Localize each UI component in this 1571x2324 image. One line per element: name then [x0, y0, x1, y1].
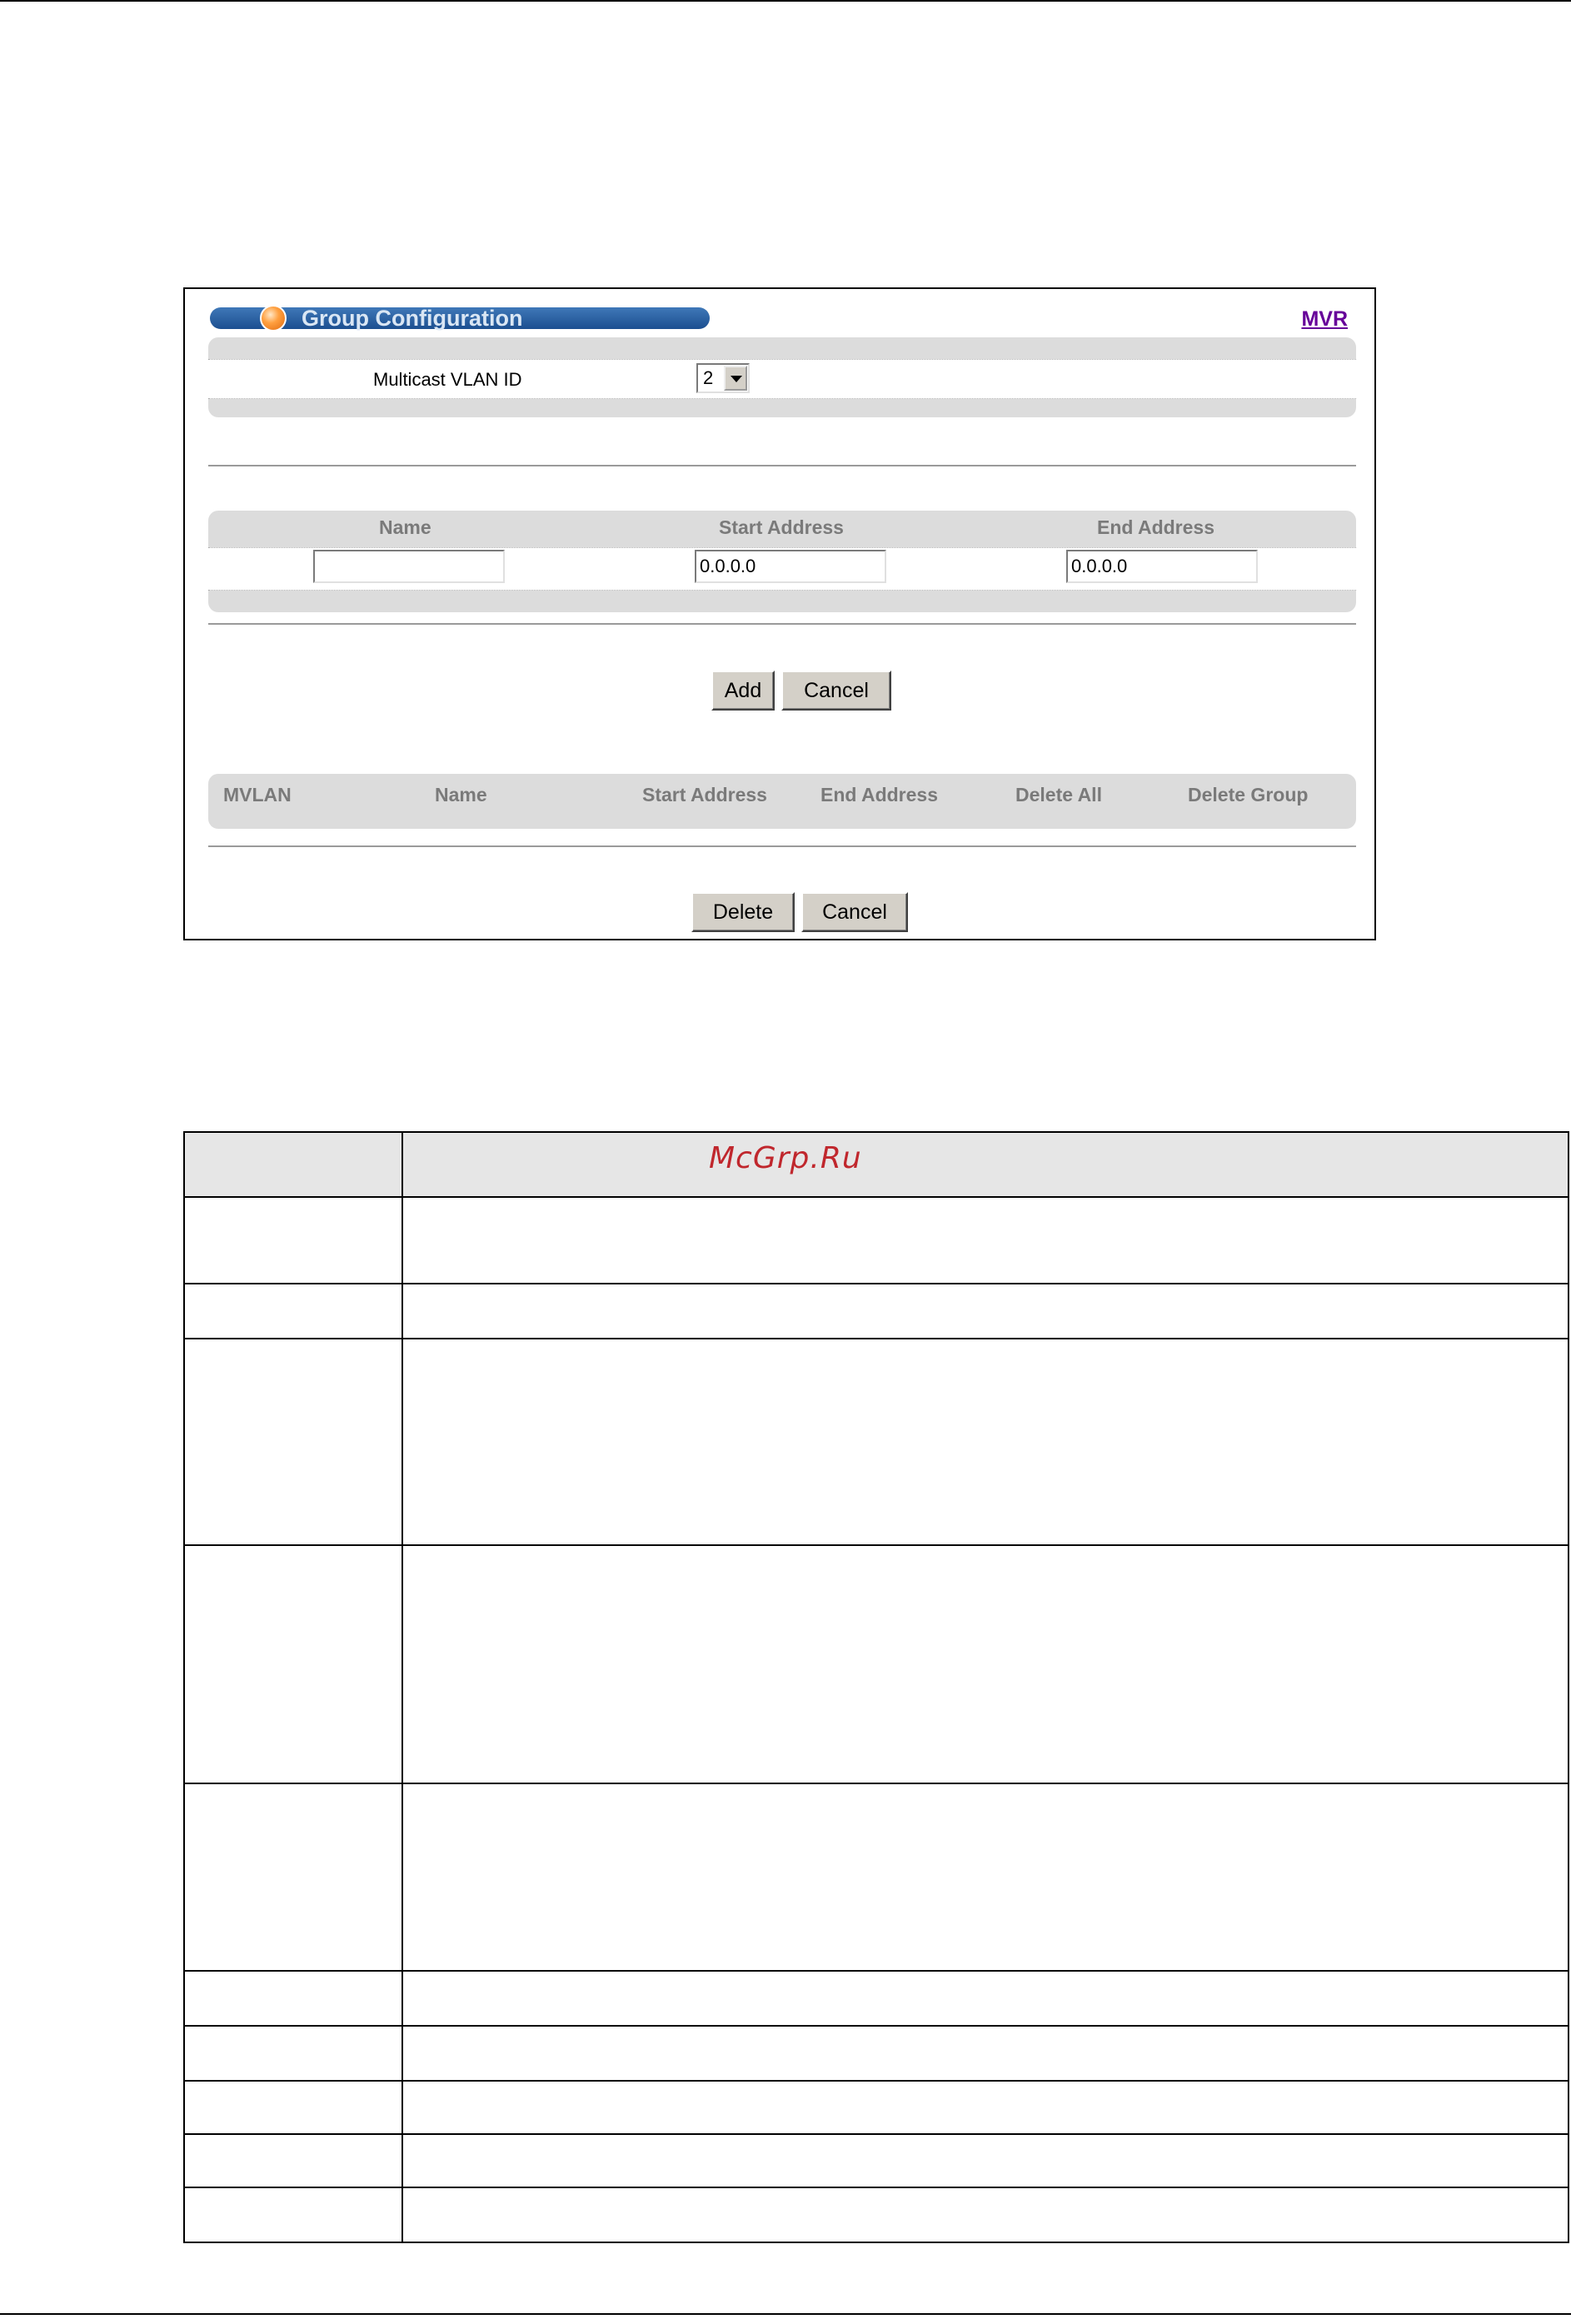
add-button[interactable]: Add — [711, 671, 775, 711]
table-cell — [402, 2134, 1569, 2187]
end-address-header: End Address — [1097, 516, 1215, 538]
chevron-down-icon[interactable] — [724, 366, 747, 391]
end-address-column-header: End Address — [820, 784, 939, 805]
page-title: Group Configuration — [302, 306, 523, 331]
start-address-column-header: Start Address — [642, 784, 767, 805]
table-row — [184, 1783, 1569, 1971]
table-cell — [402, 2187, 1569, 2242]
table-row — [184, 2134, 1569, 2187]
mvr-link[interactable]: MVR — [1301, 307, 1348, 331]
cancel-delete-button[interactable]: Cancel — [801, 892, 908, 932]
table-cell — [184, 1284, 402, 1339]
description-table — [183, 1131, 1569, 2243]
table-cell — [184, 2134, 402, 2187]
page-bottom-rule — [0, 2313, 1571, 2315]
table-row — [184, 2081, 1569, 2134]
table-cell — [402, 1284, 1569, 1339]
divider — [208, 623, 1356, 625]
table-cell — [402, 1971, 1569, 2026]
page-top-rule — [0, 0, 1571, 2]
delete-all-column-header: Delete All — [1015, 784, 1102, 805]
table-cell — [402, 1783, 1569, 1971]
group-list-header-panel — [208, 774, 1356, 829]
table-cell — [402, 1339, 1569, 1545]
table-header-row — [184, 1132, 1569, 1197]
table-row — [184, 1284, 1569, 1339]
divider — [208, 845, 1356, 847]
table-cell — [402, 2026, 1569, 2081]
table-cell — [184, 1197, 402, 1284]
mvlan-column-header: MVLAN — [223, 784, 292, 805]
table-cell — [184, 2187, 402, 2242]
watermark: McGrp.Ru — [709, 1141, 862, 1175]
cancel-button[interactable]: Cancel — [781, 671, 891, 711]
group-configuration-screenshot — [183, 287, 1376, 940]
table-cell — [184, 1971, 402, 2026]
name-column-header: Name — [435, 784, 487, 805]
table-cell — [402, 1545, 1569, 1783]
end-address-input[interactable] — [1066, 550, 1258, 583]
table-cell — [184, 2026, 402, 2081]
table-cell — [402, 1197, 1569, 1284]
table-cell — [184, 1783, 402, 1971]
table-row — [184, 2026, 1569, 2081]
table-cell — [402, 1132, 1569, 1197]
table-row — [184, 1197, 1569, 1284]
delete-button[interactable]: Delete — [691, 892, 795, 932]
name-input[interactable] — [313, 550, 505, 583]
table-row — [184, 1339, 1569, 1545]
table-cell — [402, 2081, 1569, 2134]
orb-icon — [260, 305, 287, 332]
multicast-vlan-value: 2 — [703, 367, 714, 388]
start-address-input[interactable] — [695, 550, 886, 583]
table-cell — [184, 1132, 402, 1197]
table-row — [184, 1971, 1569, 2026]
multicast-vlan-select[interactable] — [696, 363, 750, 393]
name-header: Name — [379, 516, 431, 538]
multicast-vlan-label: Multicast VLAN ID — [373, 369, 522, 390]
table-row — [184, 1545, 1569, 1783]
delete-group-column-header: Delete Group — [1188, 784, 1309, 805]
title-bar — [210, 307, 710, 329]
table-cell — [184, 2081, 402, 2134]
start-address-header: Start Address — [719, 516, 844, 538]
divider — [208, 465, 1356, 466]
table-row — [184, 2187, 1569, 2242]
table-cell — [184, 1339, 402, 1545]
table-cell — [184, 1545, 402, 1783]
